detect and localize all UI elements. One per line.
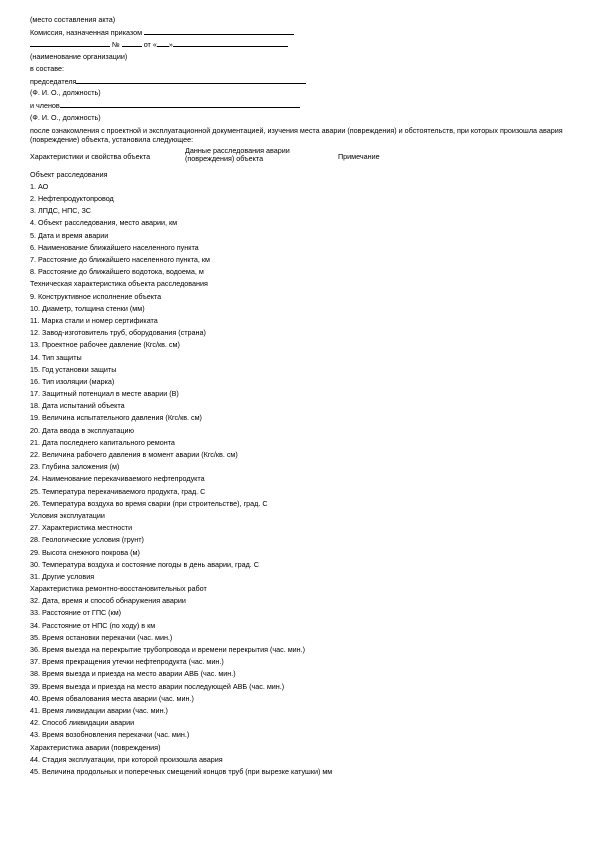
chairman-fio-caption: (Ф. И. О., должность) <box>30 88 101 98</box>
list-item: 10. Диаметр, толщина стенки (мм) <box>30 303 145 313</box>
members-blank <box>60 99 300 108</box>
members-line <box>30 99 570 111</box>
list-item: 24. Наименование перекачиваемого нефтепродукта <box>30 474 205 484</box>
composition-label: в составе: <box>30 63 65 73</box>
list-item: 9. Конструктивное исполнение объекта <box>30 291 162 301</box>
date-day-blank <box>157 38 169 47</box>
document-page <box>30 14 570 778</box>
intro-paragraph: после ознакомления с проектной и эксплуатационной документацией, изучения места аварии (повреждения) и обстоятельств, при которых произошла авария (повреждение) объекта, установила следующее: <box>30 125 563 145</box>
list-item: 44. Стадия эксплуатации, при которой произошла авария <box>30 754 223 764</box>
org-caption: (наименование организации) <box>30 51 128 61</box>
list-item: 21. Дата последнего капитального ремонта <box>30 437 175 447</box>
commission-line <box>30 26 570 38</box>
list-item: 31. Другие условия <box>30 571 95 581</box>
list-item: 12. Завод-изготовитель труб, оборудования (страна) <box>30 328 206 338</box>
list-item: 29. Высота снежного покрова (м) <box>30 547 140 557</box>
list-item: 6. Наименование ближайшего населенного пункта <box>30 242 199 252</box>
items-list <box>30 169 570 778</box>
list-item: 22. Величина рабочего давления в момент аварии (Кгс/кв. см) <box>30 450 238 459</box>
list-item: 32. Дата, время и способ обнаружения аварии <box>30 596 186 606</box>
list-item: Техническая характеристика объекта расследования <box>30 279 208 289</box>
list-item: 11. Марка стали и номер сертификата <box>30 315 158 325</box>
order-number-blank <box>122 38 142 47</box>
list-item: 19. Величина испытательного давления (Кгс/кв. см) <box>30 413 202 423</box>
list-item: 34. Расстояние от НПС (по ходу) в км <box>30 620 156 630</box>
list-item: 3. ЛПДС, НПС, ЗС <box>30 206 91 216</box>
place-caption: (место составления акта) <box>30 15 116 24</box>
list-item: Объект расследования <box>30 169 108 179</box>
list-item: 16. Тип изоляции (марка) <box>30 376 115 386</box>
list-item: 14. Тип защиты <box>30 352 82 362</box>
date-quote-close: » <box>168 40 173 50</box>
list-item: 43. Время возобновления перекачки (час. мин.) <box>30 730 190 740</box>
list-item: 40. Время обвалования места аварии (час. мин.) <box>30 693 194 703</box>
commission-label: Комиссия, назначенная приказом <box>30 28 143 38</box>
list-item: 2. Нефтепродуктопровод <box>30 194 114 204</box>
list-item: 37. Время прекращения утечки нефтепродукта (час. мин.) <box>30 657 224 667</box>
number-sign: № <box>112 40 120 50</box>
list-item: 13. Проектное рабочее давление (Кгс/кв. см) <box>30 340 180 350</box>
list-item: 39. Время выезда и приезда на место аварии последующей АВБ (час. мин.) <box>30 681 285 691</box>
list-item: 7. Расстояние до ближайшего населенного пункта, км <box>30 255 210 264</box>
table-header-characteristics: Характеристики и свойства объекта <box>30 151 151 161</box>
list-item: 36. Время выезда на перекрытие трубопровода и времени перекрытия (час. мин.) <box>30 645 306 654</box>
order-number-line <box>30 38 570 50</box>
list-item: 18. Дата испытаний объекта <box>30 401 125 411</box>
table-header <box>30 147 570 169</box>
list-item: 8. Расстояние до ближайшего водотока, водоема, м <box>30 267 204 277</box>
list-item: 17. Защитный потенциал в месте аварии (В) <box>30 389 179 399</box>
date-month-blank <box>173 38 288 47</box>
members-fio-caption: (Ф. И. О., должность) <box>30 112 101 122</box>
list-item: 23. Глубина заложения (м) <box>30 462 120 472</box>
list-item: 25. Температура перекачиваемого продукта, град. С <box>30 486 206 496</box>
table-header-data: Данные расследования аварии (повреждения) объекта <box>185 145 290 164</box>
list-item: 38. Время выезда и приезда на место аварии АВБ (час. мин.) <box>30 669 236 679</box>
date-from-label: от « <box>143 40 157 50</box>
list-item: Характеристика ремонтно-восстановительных работ <box>30 584 207 594</box>
list-item: 42. Способ ликвидации аварии <box>30 718 135 728</box>
table-header-note: Примечание <box>338 151 380 161</box>
list-item: 4. Объект расследования, место аварии, км <box>30 218 178 228</box>
list-item: 20. Дата ввода в эксплуатацию <box>30 425 134 435</box>
chairman-label: председателя <box>30 76 77 86</box>
list-item: 30. Температура воздуха и состояние погоды в день аварии, град. С <box>30 559 259 569</box>
list-item: 26. Температура воздуха во время сварки (при строительстве), град. С <box>30 498 268 508</box>
list-item: 1. АО <box>30 181 49 191</box>
list-item: 45. Величина продольных и поперечных смещений концов труб (при вырезке катушки) мм <box>30 766 333 776</box>
list-item: 5. Дата и время аварии <box>30 230 109 240</box>
members-label: и членов <box>30 101 60 111</box>
list-item: 41. Время ликвидации аварии (час. мин.) <box>30 705 168 715</box>
list-item: 33. Расстояние от ГПС (км) <box>30 608 122 618</box>
list-item: Характеристика аварии (повреждения) <box>30 742 161 752</box>
list-item: 15. Год установки защиты <box>30 364 117 374</box>
order-prefix-blank <box>30 38 110 47</box>
chairman-line <box>30 75 570 87</box>
list-item: Условия эксплуатации <box>30 510 105 520</box>
chairman-blank <box>76 75 306 84</box>
list-item: 27. Характеристика местности <box>30 523 133 533</box>
list-item: 28. Геологические условия (грунт) <box>30 535 144 545</box>
list-item: 35. Время остановки перекачки (час. мин.) <box>30 632 173 642</box>
order-blank <box>144 26 294 35</box>
